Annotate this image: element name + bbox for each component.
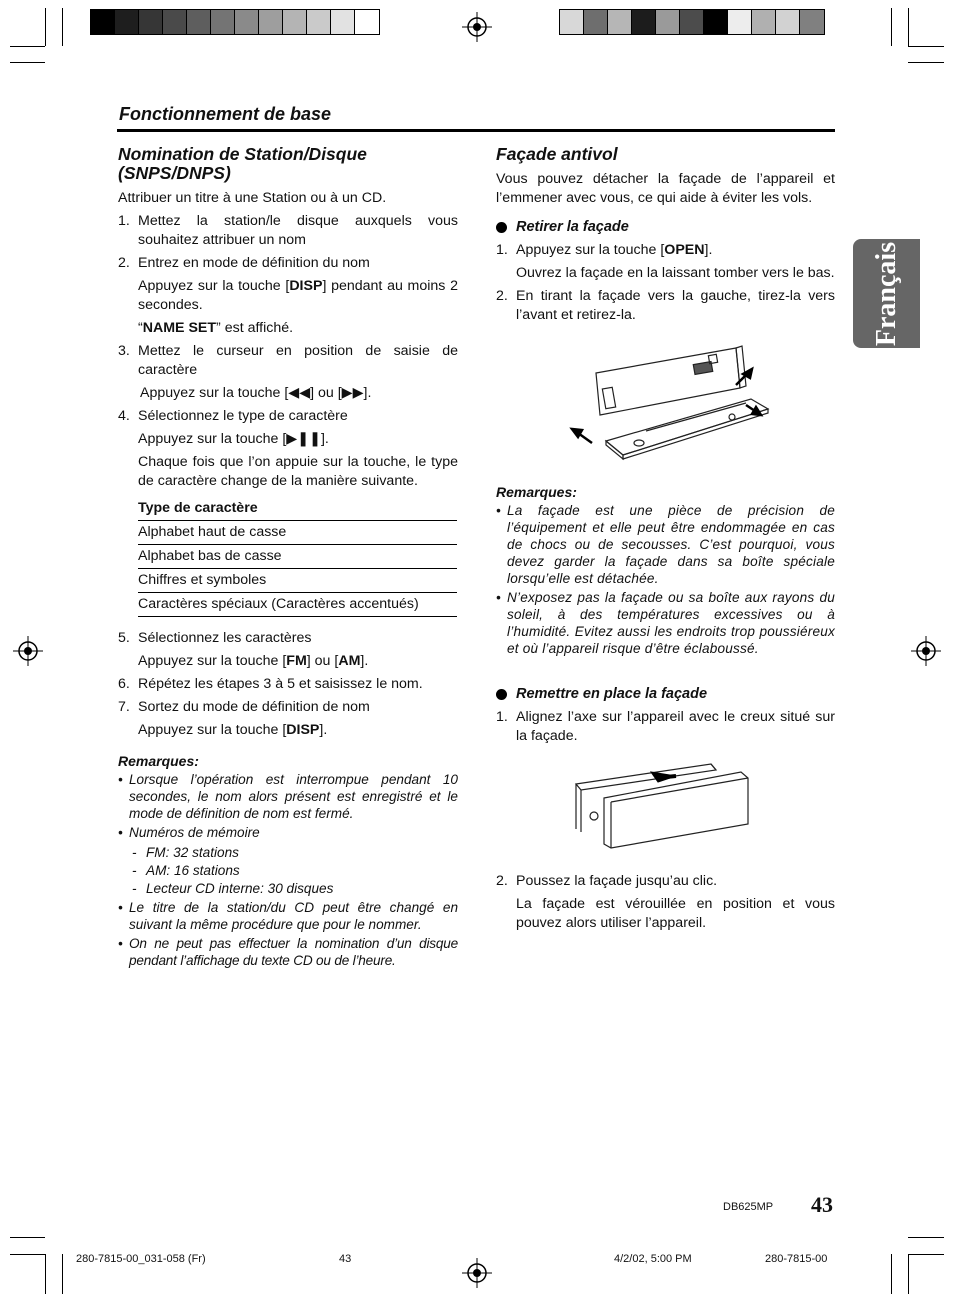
color-swatch [800, 10, 824, 34]
left-notes-title: Remarques: [118, 753, 199, 769]
left-heading: Nomination de Station/Disque (SNPS/DNPS) [118, 144, 367, 183]
step-3: 3. Mettez le curseur en position de saisie de caractère [118, 343, 458, 378]
footer-code: 280-7815-00 [765, 1253, 828, 1265]
replace-step-2-detail: La façade est vérouillée en position et vous pouvez alors utiliser l’appareil. [516, 896, 835, 931]
step-5-instruction: Appuyez sur la touche [FM] ou [AM]. [138, 653, 369, 669]
step-1: 1. Mettez la station/le disque auxquels vous souhaitez attribuer un nom [118, 213, 458, 248]
play-pause-key-icon: ▶❚❚ [286, 431, 321, 447]
color-swatch [728, 10, 752, 34]
character-type-table [138, 497, 457, 617]
right-heading: Façade antivol [496, 144, 618, 164]
color-swatch [235, 10, 259, 34]
color-swatch [560, 10, 584, 34]
replace-step-1: 1. Alignez l’axe sur l’appareil avec le creux situé sur la façade. [496, 709, 835, 744]
bullet-icon [496, 222, 507, 233]
page-number: 43 [811, 1192, 833, 1217]
color-swatch [632, 10, 656, 34]
replace-step-2: 2. Poussez la façade jusqu’au clic. [496, 873, 718, 889]
color-swatch [331, 10, 355, 34]
color-bar-right [559, 9, 825, 35]
character-type-row: Alphabet haut de casse [138, 521, 457, 545]
replace-faceplate-heading: Remettre en place la façade [496, 685, 835, 704]
color-swatch [680, 10, 704, 34]
color-swatch [139, 10, 163, 34]
footer-file: 280-7815-00_031-058 (Fr) [76, 1253, 206, 1265]
character-type-row: Caractères spéciaux (Caractères accentués) [138, 593, 457, 617]
registration-mark-right-icon [911, 636, 941, 666]
forward-key-icon: ▶▶ [341, 385, 364, 401]
step-4: 4. Sélectionnez le type de caractère [118, 408, 348, 424]
note-item: • On ne peut pas effectuer la nomination d’un disque pendant l’affichage du texte CD ou de l’heure. [118, 936, 458, 968]
subnote-item: - FM: 32 stations [132, 845, 239, 860]
character-type-row: Chiffres et symboles [138, 569, 457, 593]
step-2-instruction: Appuyez sur la touche [DISP] pendant au moins 2 secondes. [138, 278, 458, 313]
left-column [118, 145, 458, 969]
model-number: DB625MP [723, 1201, 774, 1213]
color-swatch [91, 10, 115, 34]
remove-faceplate-heading: Retirer la façade [496, 218, 835, 237]
subnote-item: - Lecteur CD interne: 30 disques [132, 881, 334, 896]
color-swatch [704, 10, 728, 34]
color-swatch [211, 10, 235, 34]
right-notes-title: Remarques: [496, 484, 577, 500]
language-tab-label: Français [870, 241, 902, 346]
color-swatch [187, 10, 211, 34]
note-item: • Numéros de mémoire [118, 825, 260, 840]
subnote-item: - AM: 16 stations [132, 863, 240, 878]
color-swatch [307, 10, 331, 34]
left-intro: Attribuer un titre à une Station ou à un CD. [118, 190, 387, 206]
bullet-icon [496, 689, 507, 700]
note-item: • Le titre de la station/du CD peut être changé en suivant la même procédure que pour le nommer. [118, 900, 458, 932]
faceplate-attach-illustration [496, 754, 835, 854]
note-item: • Lorsque l’opération est interrompue pendant 10 secondes, le nom alors présent est enregistré et le mode de définition de nom est fermé. [118, 772, 458, 821]
color-swatch [776, 10, 800, 34]
left-notes [118, 771, 458, 969]
color-swatch [752, 10, 776, 34]
color-swatch [355, 10, 379, 34]
footer-center-number: 43 [339, 1253, 352, 1265]
step-2: 2. Entrez en mode de définition du nom [118, 255, 370, 271]
section-title: Fonctionnement de base [119, 104, 332, 124]
remove-step-1: 1. Appuyez sur la touche [OPEN]. [496, 242, 713, 258]
registration-mark-top-icon [462, 12, 492, 42]
step-6: 6. Répétez les étapes 3 à 5 et saisissez le nom. [118, 676, 423, 692]
rewind-key-icon: ◀◀ [288, 385, 311, 401]
language-tab [853, 239, 920, 348]
color-swatch [283, 10, 307, 34]
section-divider [117, 129, 835, 132]
color-bar-left [90, 9, 380, 35]
color-swatch [259, 10, 283, 34]
step-4-description: Chaque fois que l’on appuie sur la touche, le type de caractère change de la manière suivante. [138, 454, 458, 489]
faceplate-removal-illustration [496, 333, 835, 473]
color-swatch [115, 10, 139, 34]
color-swatch [656, 10, 680, 34]
right-notes [496, 502, 835, 657]
color-swatch [584, 10, 608, 34]
right-column [496, 145, 835, 933]
step-3-instruction: Appuyez sur la touche [◀◀] ou [▶▶]. [140, 385, 372, 401]
remove-step-1-detail: Ouvrez la façade en la laissant tomber vers le bas. [516, 265, 835, 281]
note-item: • N’exposez pas la façade ou sa boîte aux rayons du soleil, à des températures excessives ou à l’humidité. Evitez aussi les endroits trop poussiéreux et où l’appareil risque d’être éclaboussé. [496, 590, 835, 656]
registration-mark-left-icon [13, 636, 43, 666]
step-4-instruction: Appuyez sur la touche [▶❚❚]. [138, 431, 329, 447]
step-5: 5. Sélectionnez les caractères [118, 630, 312, 646]
color-swatch [608, 10, 632, 34]
footer-date: 4/2/02, 5:00 PM [614, 1253, 692, 1265]
right-intro: Vous pouvez détacher la façade de l’appareil et l’emmener avec vous, ce qui aide à éviter les vols. [496, 171, 835, 206]
remove-step-2: 2. En tirant la façade vers la gauche, tirez-la vers l’avant et retirez-la. [496, 288, 835, 323]
registration-mark-bottom-icon [462, 1258, 492, 1288]
character-type-row: Alphabet bas de casse [138, 545, 457, 569]
note-item: • La façade est une pièce de précision de l’équipement et elle peut être endommagée en cas de chocs ou de secousses. C’est pourquoi, vous devez garder la façade dans sa boîte spéciale lorsqu’elle est détachée. [496, 503, 835, 586]
color-swatch [163, 10, 187, 34]
step-7: 7. Sortez du mode de définition de nom [118, 699, 370, 715]
character-type-header: Type de caractère [138, 497, 457, 521]
step-7-instruction: Appuyez sur la touche [DISP]. [138, 722, 328, 738]
step-2-display: “NAME SET” est affiché. [138, 320, 294, 336]
